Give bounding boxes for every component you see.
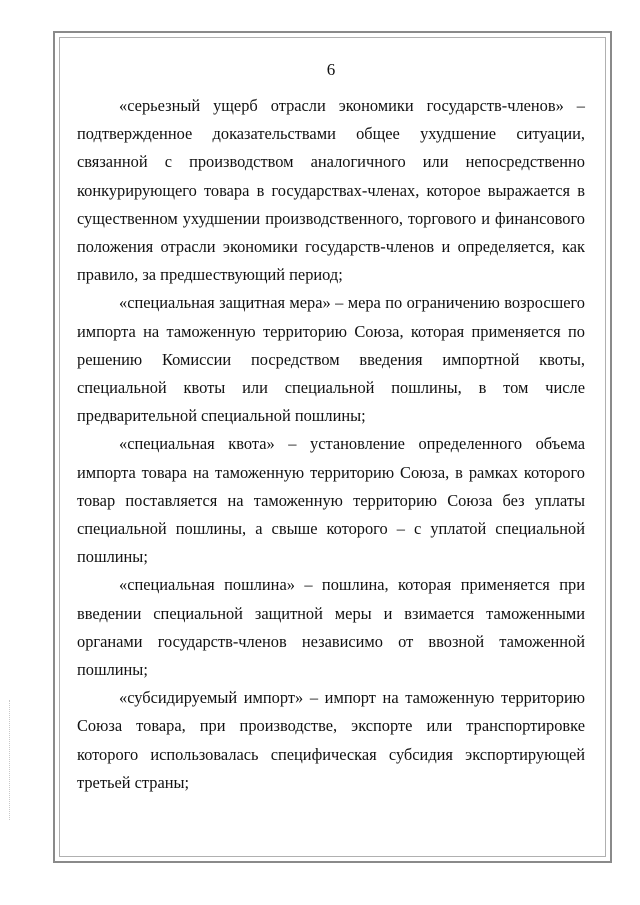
page-number: 6 [326,60,336,79]
page-content [77,58,585,797]
scan-margin-mark [9,700,11,820]
paragraph-subsidized-import: «субсидируемый импорт» – импорт на таможенную территорию Союза товара, при производстве, экспорте или транспортировке которого использовалась специфическая субсидия экспортирующей третьей страны; [77,688,585,792]
paragraph-special-quota: «специальная квота» – установление определенного объема импорта товара на таможенную территорию Союза, в рамках которого товар поставляется на таможенную территорию Союза без уплаты специальной пошлины, а свыше которого – с уплатой специальной пошлины; [77,434,585,567]
paragraph-serious-damage: «серьезный ущерб отрасли экономики государств-членов» – подтвержденное доказательствами общее ухудшение ситуации, связанной с производством аналогичного или непосредственно конкурирующего товара в государствах-членах, которое выражается в существенном ухудшении производственного, торгового и финансового положения отрасли экономики государств-членов и определяется, как правило, за предшествующий период; [77,96,585,285]
paragraph-special-duty: «специальная пошлина» – пошлина, которая применяется при введении специальной защитной меры и взимается таможенными органами государств-членов независимо от ввозной таможенной пошлины; [77,575,585,680]
paragraph-special-protective-measure: «специальная защитная мера» – мера по ограничению возросшего импорта на таможенную территорию Союза, которая применяется по решению Комиссии посредством введения импортной квоты, специальной квоты или специальной пошлины, в том числе предварительной специальной пошлины; [77,293,585,426]
